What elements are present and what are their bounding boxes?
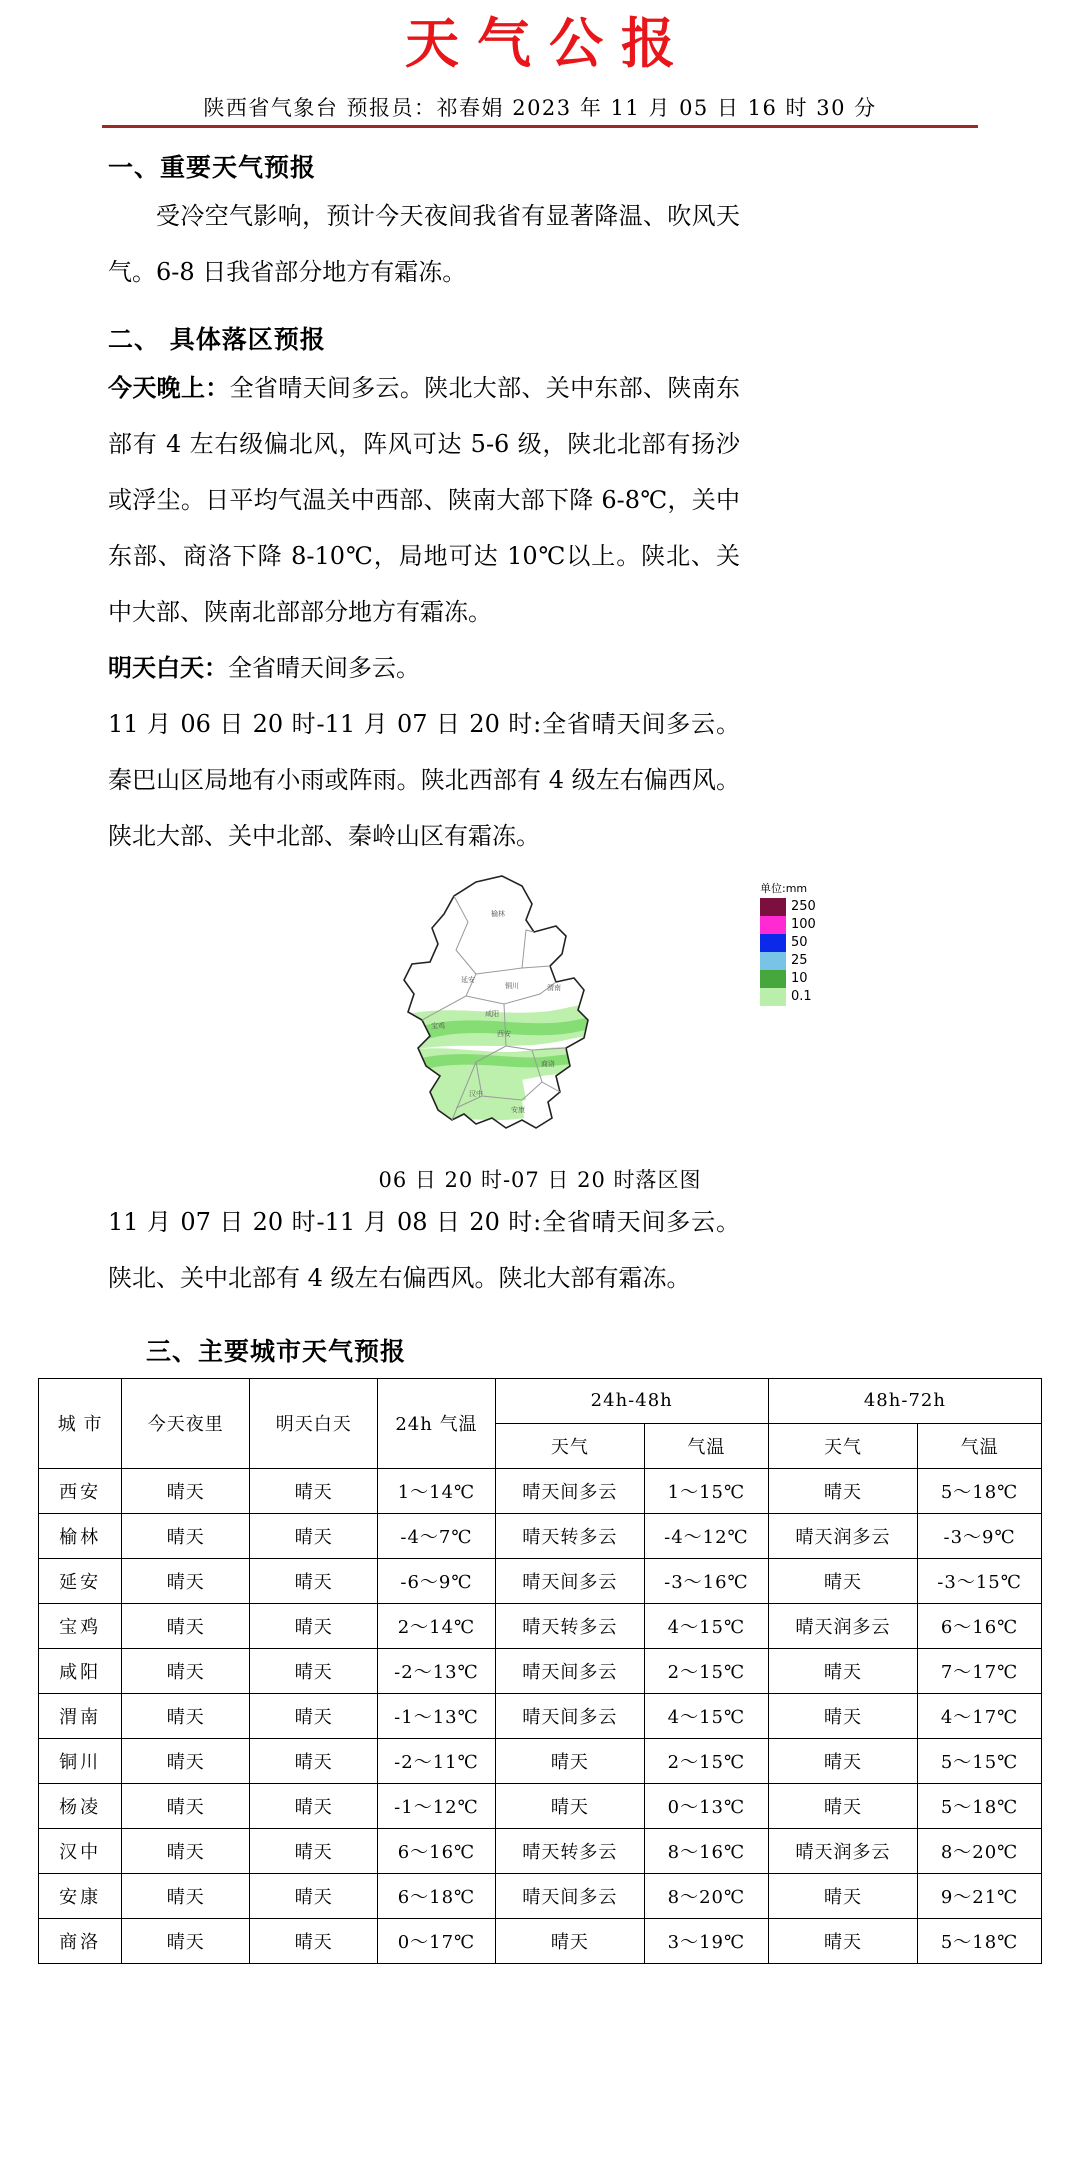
cell-weather-48-72: 晴天 (768, 1783, 917, 1828)
cell-tonight: 晴天 (122, 1648, 250, 1693)
cell-weather-48-72: 晴天 (768, 1918, 917, 1963)
cell-temp-48-72: 8～20℃ (918, 1828, 1042, 1873)
cell-temp-24-48: 0～13℃ (645, 1783, 769, 1828)
cell-weather-24-48: 晴天转多云 (495, 1828, 644, 1873)
legend-items (752, 898, 848, 1006)
th-temp-48-72: 气温 (918, 1423, 1042, 1468)
cell-tomorrow: 晴天 (250, 1513, 378, 1558)
table-row (39, 1648, 1042, 1693)
cell-temp-24-48: -3～16℃ (645, 1558, 769, 1603)
tonight-label: 今天晚上： (108, 372, 230, 402)
cell-tomorrow: 晴天 (250, 1558, 378, 1603)
cell-city: 宝鸡 (39, 1603, 122, 1648)
legend-label: 50 (791, 935, 808, 950)
cell-city: 铜川 (39, 1738, 122, 1783)
table-row (39, 1603, 1042, 1648)
legend-item (752, 970, 848, 988)
cell-weather-48-72: 晴天 (768, 1468, 917, 1513)
cell-weather-24-48: 晴天转多云 (495, 1513, 644, 1558)
cell-24h-temp: -6～9℃ (378, 1558, 495, 1603)
legend-swatch (760, 952, 786, 970)
th-48h-72h: 48h-72h (768, 1378, 1041, 1423)
table-row (39, 1693, 1042, 1738)
cell-temp-48-72: 5～18℃ (918, 1918, 1042, 1963)
cell-weather-48-72: 晴天润多云 (768, 1603, 917, 1648)
cell-temp-24-48: 3～19℃ (645, 1918, 769, 1963)
tomorrow-label: 明天白天： (108, 652, 228, 682)
cell-city: 咸阳 (39, 1648, 122, 1693)
svg-text:汉中: 汉中 (469, 1089, 483, 1098)
svg-text:延安: 延安 (461, 975, 475, 984)
svg-text:铜川: 铜川 (505, 981, 519, 990)
cell-city: 延安 (39, 1558, 122, 1603)
cell-tonight: 晴天 (122, 1918, 250, 1963)
table-row (39, 1783, 1042, 1828)
shaanxi-map-svg (326, 870, 746, 1160)
cell-tonight: 晴天 (122, 1603, 250, 1648)
legend-label: 10 (791, 971, 808, 986)
cell-weather-24-48: 晴天间多云 (495, 1648, 644, 1693)
cell-temp-48-72: 6～16℃ (918, 1603, 1042, 1648)
tomorrow-forecast (108, 640, 740, 696)
cell-temp-24-48: 4～15℃ (645, 1603, 769, 1648)
svg-text:西安: 西安 (497, 1029, 511, 1038)
cell-24h-temp: 6～18℃ (378, 1873, 495, 1918)
cell-weather-24-48: 晴天间多云 (495, 1558, 644, 1603)
cell-24h-temp: 2～14℃ (378, 1603, 495, 1648)
byline: 陕西省气象台 预报员：祁春娟 2023 年 11 月 05 日 16 时 30 分 (203, 95, 877, 120)
table-row (39, 1738, 1042, 1783)
th-24h-48h: 24h-48h (495, 1378, 768, 1423)
cell-temp-24-48: 4～15℃ (645, 1693, 769, 1738)
cell-temp-24-48: 2～15℃ (645, 1648, 769, 1693)
legend-title: 单位:mm (760, 881, 808, 895)
cell-temp-48-72: 7～17℃ (918, 1648, 1042, 1693)
legend-item (752, 934, 848, 952)
cell-weather-48-72: 晴天润多云 (768, 1828, 917, 1873)
svg-text:咸阳: 咸阳 (485, 1009, 499, 1018)
city-forecast-table (38, 1378, 1042, 1964)
cell-temp-48-72: 5～18℃ (918, 1783, 1042, 1828)
section-1-paragraph: 受冷空气影响，预计今天夜间我省有显著降温、吹风天气。6-8 日我省部分地方有霜冻。 (108, 201, 740, 286)
cell-weather-24-48: 晴天间多云 (495, 1873, 644, 1918)
tomorrow-text: 全省晴天间多云。 (228, 653, 420, 682)
legend-label: 25 (791, 953, 808, 968)
cell-weather-24-48: 晴天转多云 (495, 1603, 644, 1648)
cell-tomorrow: 晴天 (250, 1468, 378, 1513)
cell-tonight: 晴天 (122, 1828, 250, 1873)
table-row (39, 1558, 1042, 1603)
section-2-heading: 二、 具体落区预报 (108, 324, 326, 354)
table-row (39, 1513, 1042, 1558)
table-body (39, 1468, 1042, 1963)
cell-tonight: 晴天 (122, 1468, 250, 1513)
table-row (39, 1918, 1042, 1963)
table-head (39, 1378, 1042, 1468)
th-tonight: 今天夜里 (122, 1378, 250, 1468)
table-row (39, 1873, 1042, 1918)
cell-temp-24-48: 8～20℃ (645, 1873, 769, 1918)
cell-tonight: 晴天 (122, 1738, 250, 1783)
cell-temp-24-48: -4～12℃ (645, 1513, 769, 1558)
legend-swatch (760, 934, 786, 952)
svg-text:商洛: 商洛 (541, 1059, 555, 1068)
map-legend (752, 880, 848, 1006)
svg-text:安康: 安康 (511, 1105, 525, 1114)
period-2-forecast: 11 月 07 日 20 时-11 月 08 日 20 时:全省晴天间多云。陕北、关中北部有 4 级左右偏西风。陕北大部有霜冻。 (108, 1207, 740, 1292)
cell-24h-temp: -1～13℃ (378, 1693, 495, 1738)
cell-24h-temp: -1～12℃ (378, 1783, 495, 1828)
cell-tomorrow: 晴天 (250, 1693, 378, 1738)
cell-weather-24-48: 晴天间多云 (495, 1693, 644, 1738)
cell-weather-48-72: 晴天润多云 (768, 1513, 917, 1558)
cell-city: 汉中 (39, 1828, 122, 1873)
tonight-forecast (108, 360, 740, 640)
legend-swatch (760, 916, 786, 934)
cell-tomorrow: 晴天 (250, 1648, 378, 1693)
legend-label: 0.1 (791, 989, 812, 1004)
cell-temp-24-48: 2～15℃ (645, 1738, 769, 1783)
th-weather-24-48: 天气 (495, 1423, 644, 1468)
cell-tonight: 晴天 (122, 1783, 250, 1828)
cell-city: 杨凌 (39, 1783, 122, 1828)
cell-temp-48-72: 4～17℃ (918, 1693, 1042, 1738)
section-3-heading: 三、主要城市天气预报 (146, 1336, 407, 1366)
cell-tonight: 晴天 (122, 1513, 250, 1558)
cell-tomorrow: 晴天 (250, 1603, 378, 1648)
legend-label: 100 (791, 917, 816, 932)
legend-item (752, 898, 848, 916)
cell-tomorrow: 晴天 (250, 1738, 378, 1783)
cell-weather-24-48: 晴天 (495, 1738, 644, 1783)
legend-swatch (760, 988, 786, 1006)
cell-24h-temp: -2～13℃ (378, 1648, 495, 1693)
section-1-heading: 一、重要天气预报 (108, 152, 317, 182)
cell-temp-48-72: -3～9℃ (918, 1513, 1042, 1558)
th-weather-48-72: 天气 (768, 1423, 917, 1468)
cell-tonight: 晴天 (122, 1693, 250, 1738)
cell-24h-temp: 1～14℃ (378, 1468, 495, 1513)
cell-city: 安康 (39, 1873, 122, 1918)
map-caption: 06 日 20 时-07 日 20 时落区图 (378, 1167, 702, 1192)
byline-rule (102, 92, 978, 128)
cell-weather-48-72: 晴天 (768, 1693, 917, 1738)
svg-text:宝鸡: 宝鸡 (431, 1021, 445, 1030)
cell-tomorrow: 晴天 (250, 1873, 378, 1918)
cell-city: 西安 (39, 1468, 122, 1513)
cell-tomorrow: 晴天 (250, 1783, 378, 1828)
cell-city: 渭南 (39, 1693, 122, 1738)
cell-tomorrow: 晴天 (250, 1918, 378, 1963)
cell-weather-24-48: 晴天 (495, 1918, 644, 1963)
th-24h-temp: 24h 气温 (378, 1378, 495, 1468)
cell-weather-48-72: 晴天 (768, 1558, 917, 1603)
legend-label: 250 (791, 899, 816, 914)
cell-city: 榆林 (39, 1513, 122, 1558)
cell-temp-48-72: 5～15℃ (918, 1738, 1042, 1783)
cell-weather-24-48: 晴天 (495, 1783, 644, 1828)
legend-swatch (760, 970, 786, 988)
cell-tomorrow: 晴天 (250, 1828, 378, 1873)
legend-item (752, 952, 848, 970)
cell-temp-48-72: 5～18℃ (918, 1468, 1042, 1513)
cell-temp-48-72: -3～15℃ (918, 1558, 1042, 1603)
table-row (39, 1828, 1042, 1873)
table-header-row-top (39, 1378, 1042, 1423)
precipitation-map (36, 870, 1044, 1162)
tonight-text: 全省晴天间多云。陕北大部、关中东部、陕南东部有 4 左右级偏北风，阵风可达 5-6 级，陕北北部有扬沙或浮尘。日平均气温关中西部、陕南大部下降 6-8℃，关中东部、商洛下降 8-10℃，局地可达 10℃以上。陕北、关中大部、陕南北部部分地方有霜冻。 (108, 373, 741, 626)
cell-weather-48-72: 晴天 (768, 1648, 917, 1693)
svg-text:榆林: 榆林 (491, 909, 505, 918)
cell-city: 商洛 (39, 1918, 122, 1963)
cell-24h-temp: -2～11℃ (378, 1738, 495, 1783)
th-city: 城 市 (39, 1378, 122, 1468)
legend-item (752, 916, 848, 934)
cell-weather-48-72: 晴天 (768, 1738, 917, 1783)
cell-temp-48-72: 9～21℃ (918, 1873, 1042, 1918)
period-1-forecast: 11 月 06 日 20 时-11 月 07 日 20 时:全省晴天间多云。秦巴山区局地有小雨或阵雨。陕北西部有 4 级左右偏西风。陕北大部、关中北部、秦岭山区有霜冻。 (108, 709, 740, 850)
legend-item (752, 988, 848, 1006)
legend-swatch (760, 898, 786, 916)
cell-24h-temp: -4～7℃ (378, 1513, 495, 1558)
th-tomorrow: 明天白天 (250, 1378, 378, 1468)
cell-temp-24-48: 8～16℃ (645, 1828, 769, 1873)
page-title: 天气公报 (405, 12, 693, 75)
cell-24h-temp: 6～16℃ (378, 1828, 495, 1873)
table-row (39, 1468, 1042, 1513)
cell-temp-24-48: 1～15℃ (645, 1468, 769, 1513)
svg-text:渭南: 渭南 (547, 983, 561, 992)
cell-weather-24-48: 晴天间多云 (495, 1468, 644, 1513)
th-temp-24-48: 气温 (645, 1423, 769, 1468)
cell-weather-48-72: 晴天 (768, 1873, 917, 1918)
cell-tonight: 晴天 (122, 1873, 250, 1918)
cell-tonight: 晴天 (122, 1558, 250, 1603)
cell-24h-temp: 0～17℃ (378, 1918, 495, 1963)
